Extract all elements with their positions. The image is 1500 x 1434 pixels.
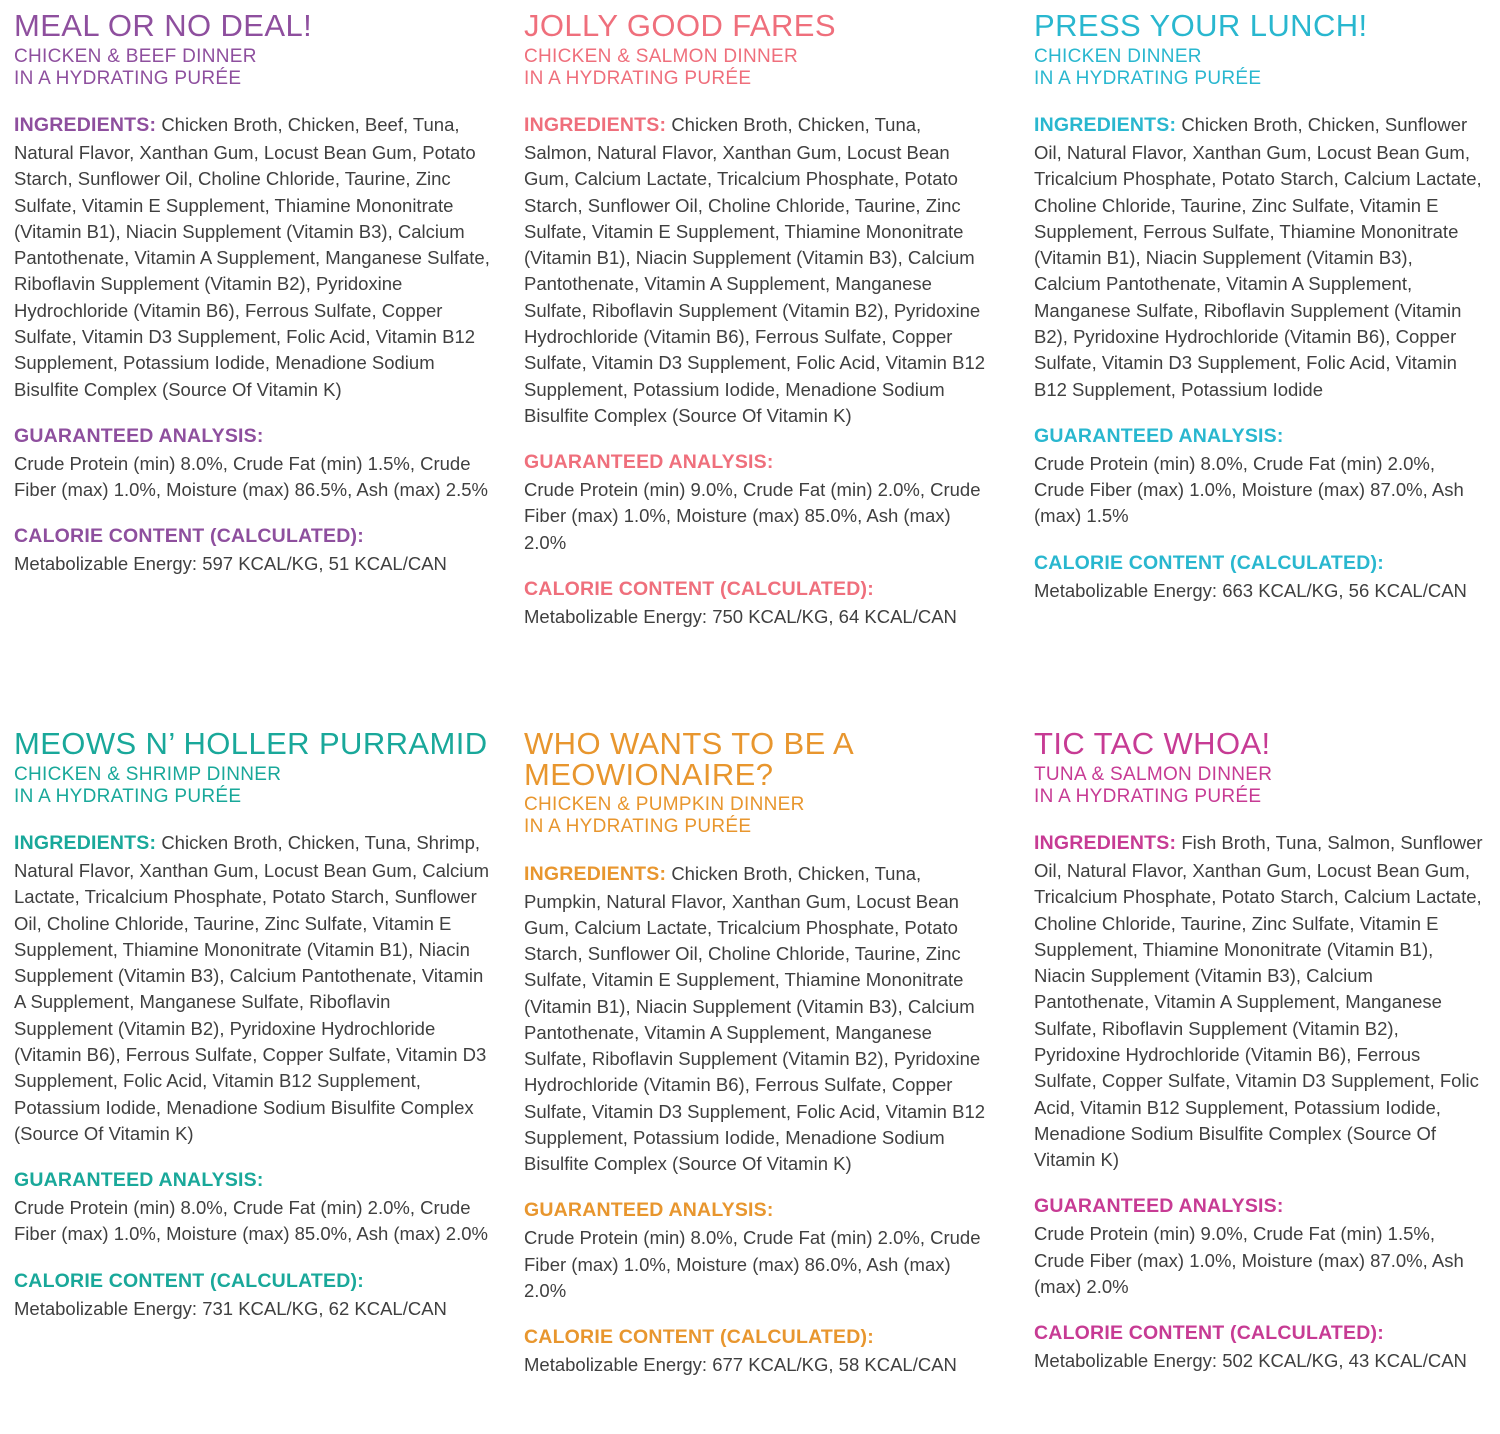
product-title: TIC TAC WHOA! xyxy=(1034,726,1271,761)
product-panel-who-wants-to-be-a-meowionaire xyxy=(524,728,1024,1434)
product-subtitle-line1: CHICKEN & SHRIMP DINNER xyxy=(14,763,282,785)
product-subtitle xyxy=(524,46,994,91)
calorie-content-value: Metabolizable Energy: 663 KCAL/KG, 56 KCAL/CAN xyxy=(1034,579,1467,601)
product-subtitle xyxy=(1034,764,1484,809)
guaranteed-analysis-value: Crude Protein (min) 8.0%, Crude Fat (min) 1.5%, Crude Fiber (max) 1.0%, Moisture (max) 86.5%, Ash (max) 2.5% xyxy=(14,452,488,501)
product-subtitle xyxy=(1034,46,1484,91)
calorie-content-heading: CALORIE CONTENT (CALCULATED): xyxy=(524,1326,874,1349)
ingredients-text xyxy=(524,861,994,1178)
product-panel-meal-or-no-deal xyxy=(14,10,514,728)
product-subtitle xyxy=(524,794,994,839)
ingredients-heading: INGREDIENTS: xyxy=(524,862,667,885)
ingredients-heading: INGREDIENTS: xyxy=(14,832,157,855)
ingredients-value: Chicken Broth, Chicken, Tuna, Salmon, Natural Flavor, Xanthan Gum, Locust Bean Gum, Calcium Lactate, Tricalcium Phosphate, Potato Starch, Sunflower Oil, Choline Chloride, Taurine, Zinc Sulfate, Vitamin E Supplement, Thiamine Mononitrate (Vitamin B1), Niacin Supplement (Vitamin B3), Calcium Pantothenate, Vitamin A Supplement, Manganese Sulfate, Riboflavin Supplement (Vitamin B2), Pyridoxine Hydrochloride (Vitamin B6), Ferrous Sulfate, Copper Sulfate, Vitamin D3 Supplement, Folic Acid, Vitamin B12 Supplement, Potassium Iodide, Menadione Sodium Bisulfite Complex (Source Of Vitamin K) xyxy=(524,114,986,426)
product-panel-meows-n-holler-purramid xyxy=(14,728,514,1434)
product-subtitle xyxy=(14,764,490,809)
product-title-line2: MEOWIONAIRE? xyxy=(524,757,774,792)
product-subtitle-line1: CHICKEN & BEEF DINNER xyxy=(14,45,257,67)
ingredients-block xyxy=(524,112,994,429)
calorie-content-value: Metabolizable Energy: 597 KCAL/KG, 51 KCAL/CAN xyxy=(14,553,447,575)
calorie-content-value: Metabolizable Energy: 731 KCAL/KG, 62 KCAL/CAN xyxy=(14,1297,447,1319)
calorie-content-value: Metabolizable Energy: 677 KCAL/KG, 58 KCAL/CAN xyxy=(524,1354,957,1376)
ingredients-text xyxy=(14,830,490,1147)
ingredients-text xyxy=(524,112,994,429)
ingredients-value: Chicken Broth, Chicken, Sunflower Oil, Natural Flavor, Xanthan Gum, Locust Bean Gum, Tricalcium Phosphate, Potato Starch, Calcium Lactate, Choline Chloride, Taurine, Zinc Sulfate, Vitamin E Supplement, Ferrous Sulfate, Thiamine Mononitrate (Vitamin B1), Niacin Supplement (Vitamin B3), Calcium Pantothenate, Vitamin A Supplement, Manganese Sulfate, Riboflavin Supplement (Vitamin B2), Pyridoxine Hydrochloride (Vitamin B6), Copper Sulfate, Vitamin D3 Supplement, Folic Acid, Vitamin B12 Supplement, Potassium Iodide xyxy=(1034,114,1482,400)
ingredients-value: Chicken Broth, Chicken, Beef, Tuna, Natural Flavor, Xanthan Gum, Locust Bean Gum, Potato Starch, Sunflower Oil, Choline Chloride, Taurine, Zinc Sulfate, Vitamin E Supplement, Thiamine Mononitrate (Vitamin B1), Niacin Supplement (Vitamin B3), Calcium Pantothenate, Vitamin A Supplement, Manganese Sulfate, Riboflavin Supplement (Vitamin B2), Pyridoxine Hydrochloride (Vitamin B6), Ferrous Sulfate, Copper Sulfate, Vitamin D3 Supplement, Folic Acid, Vitamin B12 Supplement, Potassium Iodide, Menadione Sodium Bisulfite Complex (Source Of Vitamin K) xyxy=(14,114,490,400)
ingredients-value: Fish Broth, Tuna, Salmon, Sunflower Oil, Natural Flavor, Xanthan Gum, Locust Bean Gum, Tricalcium Phosphate, Potato Starch, Calcium Lactate, Choline Chloride, Taurine, Zinc Sulfate, Vitamin E Supplement, Thiamine Mononitrate (Vitamin B1), Niacin Supplement (Vitamin B3), Calcium Pantothenate, Vitamin A Supplement, Manganese Sulfate, Riboflavin Supplement (Vitamin B2), Pyridoxine Hydrochloride (Vitamin B6), Ferrous Sulfate, Copper Sulfate, Vitamin D3 Supplement, Folic Acid, Vitamin B12 Supplement, Potassium Iodide, Menadione Sodium Bisulfite Complex (Source Of Vitamin K) xyxy=(1034,832,1483,1171)
guaranteed-analysis-heading: GUARANTEED ANALYSIS: xyxy=(14,1169,264,1192)
product-subtitle-line2: IN A HYDRATING PURÉE xyxy=(1034,68,1262,90)
product-subtitle-line2: IN A HYDRATING PURÉE xyxy=(14,786,242,808)
ingredients-text xyxy=(1034,830,1484,1173)
guaranteed-analysis-value: Crude Protein (min) 8.0%, Crude Fat (min) 2.0%, Crude Fiber (max) 1.0%, Moisture (max) 87.0%, Ash (max) 1.5% xyxy=(1034,452,1464,527)
ingredients-block xyxy=(14,112,490,402)
guaranteed-analysis-value: Crude Protein (min) 8.0%, Crude Fat (min) 2.0%, Crude Fiber (max) 1.0%, Moisture (max) 86.0%, Ash (max) 2.0% xyxy=(524,1227,981,1301)
calorie-content-heading: CALORIE CONTENT (CALCULATED): xyxy=(14,1269,364,1292)
calorie-content-heading: CALORIE CONTENT (CALCULATED): xyxy=(524,577,874,600)
ingredients-heading: INGREDIENTS: xyxy=(1034,114,1177,137)
product-subtitle-line1: TUNA & SALMON DINNER xyxy=(1034,763,1273,785)
guaranteed-analysis-value: Crude Protein (min) 9.0%, Crude Fat (min) 2.0%, Crude Fiber (max) 1.0%, Moisture (max) 85.0%, Ash (max) 2.0% xyxy=(524,479,981,553)
ingredients-text xyxy=(1034,112,1484,402)
guaranteed-analysis-heading: GUARANTEED ANALYSIS: xyxy=(1034,1195,1284,1218)
product-panel-press-your-lunch xyxy=(1034,10,1494,728)
guaranteed-analysis-block xyxy=(1034,1195,1484,1300)
product-title-line1: WHO WANTS TO BE A xyxy=(524,726,855,761)
calorie-content-block xyxy=(524,578,994,630)
product-subtitle-line1: CHICKEN & PUMPKIN DINNER xyxy=(524,794,805,815)
product-title: JOLLY GOOD FARES xyxy=(524,8,836,43)
calorie-content-heading: CALORIE CONTENT (CALCULATED): xyxy=(1034,551,1384,574)
ingredients-value: Chicken Broth, Chicken, Tuna, Pumpkin, Natural Flavor, Xanthan Gum, Locust Bean Gum, Calcium Lactate, Tricalcium Phosphate, Potato Starch, Sunflower Oil, Choline Chloride, Taurine, Zinc Sulfate, Vitamin E Supplement, Thiamine Mononitrate (Vitamin B1), Niacin Supplement (Vitamin B3), Calcium Pantothenate, Vitamin A Supplement, Manganese Sulfate, Riboflavin Supplement (Vitamin B2), Pyridoxine Hydrochloride (Vitamin B6), Ferrous Sulfate, Copper Sulfate, Vitamin D3 Supplement, Folic Acid, Vitamin B12 Supplement, Potassium Iodide, Menadione Sodium Bisulfite Complex (Source Of Vitamin K) xyxy=(524,862,986,1175)
product-subtitle-line2: IN A HYDRATING PURÉE xyxy=(14,68,242,90)
calorie-content-value: Metabolizable Energy: 502 KCAL/KG, 43 KCAL/CAN xyxy=(1034,1350,1467,1372)
ingredients-heading: INGREDIENTS: xyxy=(14,114,157,137)
product-subtitle-line2: IN A HYDRATING PURÉE xyxy=(524,68,752,90)
product-title xyxy=(524,728,994,790)
ingredients-block xyxy=(1034,112,1484,402)
guaranteed-analysis-value: Crude Protein (min) 9.0%, Crude Fat (min) 1.5%, Crude Fiber (max) 1.0%, Moisture (max) 87.0%, Ash (max) 2.0% xyxy=(1034,1223,1464,1297)
guaranteed-analysis-block xyxy=(524,451,994,556)
guaranteed-analysis-block xyxy=(14,425,490,504)
guaranteed-analysis-value: Crude Protein (min) 8.0%, Crude Fat (min) 2.0%, Crude Fiber (max) 1.0%, Moisture (max) 85.0%, Ash (max) 2.0% xyxy=(14,1197,488,1245)
product-title: MEOWS N’ HOLLER PURRAMID xyxy=(14,726,488,761)
product-panel-jolly-good-fares xyxy=(524,10,1024,728)
calorie-content-block xyxy=(14,1270,490,1322)
ingredients-block xyxy=(1034,830,1484,1173)
ingredients-heading: INGREDIENTS: xyxy=(524,114,667,137)
ingredients-block xyxy=(524,861,994,1178)
calorie-content-value: Metabolizable Energy: 750 KCAL/KG, 64 KCAL/CAN xyxy=(524,605,957,627)
guaranteed-analysis-heading: GUARANTEED ANALYSIS: xyxy=(14,424,264,447)
calorie-content-heading: CALORIE CONTENT (CALCULATED): xyxy=(1034,1322,1384,1345)
product-title: MEAL OR NO DEAL! xyxy=(14,8,313,43)
guaranteed-analysis-block xyxy=(1034,425,1484,530)
product-subtitle-line1: CHICKEN & SALMON DINNER xyxy=(524,45,798,67)
ingredients-text xyxy=(14,112,490,402)
guaranteed-analysis-heading: GUARANTEED ANALYSIS: xyxy=(524,451,774,474)
product-panel-tic-tac-whoa xyxy=(1034,728,1494,1434)
product-subtitle xyxy=(14,46,490,91)
product-title: PRESS YOUR LUNCH! xyxy=(1034,8,1368,43)
calorie-content-heading: CALORIE CONTENT (CALCULATED): xyxy=(14,525,364,548)
guaranteed-analysis-heading: GUARANTEED ANALYSIS: xyxy=(1034,424,1284,447)
guaranteed-analysis-block xyxy=(524,1199,994,1304)
calorie-content-block xyxy=(1034,552,1484,604)
ingredients-value: Chicken Broth, Chicken, Tuna, Shrimp, Natural Flavor, Xanthan Gum, Locust Bean Gum, Calcium Lactate, Tricalcium Phosphate, Potato Starch, Sunflower Oil, Choline Chloride, Taurine, Zinc Sulfate, Vitamin E Supplement, Thiamine Mononitrate (Vitamin B1), Niacin Supplement (Vitamin B3), Calcium Pantothenate, Vitamin A Supplement, Manganese Sulfate, Riboflavin Supplement (Vitamin B2), Pyridoxine Hydrochloride (Vitamin B6), Ferrous Sulfate, Copper Sulfate, Vitamin D3 Supplement, Folic Acid, Vitamin B12 Supplement, Potassium Iodide, Menadione Sodium Bisulfite Complex (Source Of Vitamin K) xyxy=(14,832,490,1144)
guaranteed-analysis-heading: GUARANTEED ANALYSIS: xyxy=(524,1199,774,1222)
guaranteed-analysis-block xyxy=(14,1169,490,1248)
product-subtitle-line2: IN A HYDRATING PURÉE xyxy=(1034,786,1262,808)
calorie-content-block xyxy=(14,525,490,577)
calorie-content-block xyxy=(524,1326,994,1378)
ingredients-heading: INGREDIENTS: xyxy=(1034,832,1177,855)
product-subtitle-line2: IN A HYDRATING PURÉE xyxy=(524,816,752,838)
calorie-content-block xyxy=(1034,1322,1484,1374)
product-subtitle-line1: CHICKEN DINNER xyxy=(1034,45,1202,67)
ingredients-block xyxy=(14,830,490,1147)
